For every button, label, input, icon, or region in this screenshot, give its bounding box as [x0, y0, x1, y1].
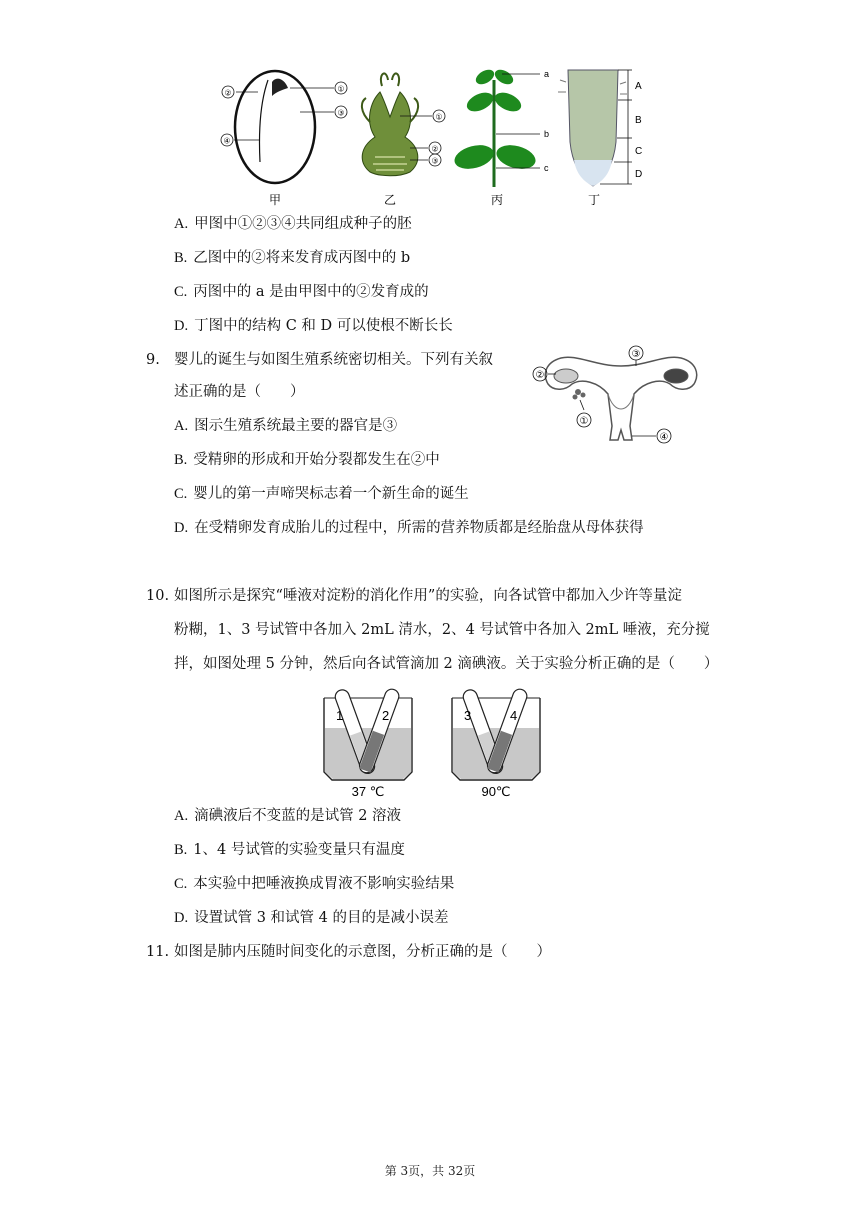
tube-label-2: 2: [382, 708, 390, 723]
option-text: 滴碘液后不变蓝的是试管 2 溶液: [194, 808, 402, 824]
q8-option-c[interactable]: [174, 282, 429, 302]
plant-diagram: [452, 67, 549, 207]
tube-label-1: 1: [336, 708, 344, 723]
option-text: 丁图中的结构 C 和 D 可以使根不断长长: [194, 318, 453, 334]
q9-option-b[interactable]: [174, 450, 440, 470]
q10-stem-line3: 拌，如图处理 5 分钟，然后向各试管滴加 2 滴碘液。关于实验分析正确的是（ ）: [174, 656, 719, 672]
panel-label-bing: 丙: [490, 193, 504, 207]
plant-marker-c: c: [544, 163, 549, 173]
option-text: 1、4 号试管的实验变量只有温度: [193, 842, 405, 858]
panel-label-jia: 甲: [268, 193, 282, 207]
root-marker-b: B: [635, 115, 642, 126]
page-footer: 第 3页，共 32页: [384, 1164, 476, 1178]
q10-option-b[interactable]: [174, 840, 405, 860]
test-tube-figure: [318, 684, 548, 802]
temp-label-37: 37 ℃: [351, 784, 385, 799]
seed-marker-4: ④: [223, 136, 231, 146]
option-letter: B.: [174, 250, 188, 266]
tube-label-3: 3: [464, 708, 472, 723]
q9-stem-line1: 婴儿的诞生与如图生殖系统密切相关。下列有关叙: [174, 352, 493, 368]
q9-option-d[interactable]: [174, 518, 644, 538]
option-letter: A.: [174, 418, 189, 434]
tube-label-4: 4: [510, 708, 518, 723]
seedling-marker-2: ②: [431, 144, 439, 154]
option-letter: B.: [174, 842, 188, 858]
q9-option-a[interactable]: [174, 416, 397, 436]
q8-option-b[interactable]: [174, 248, 410, 268]
q9-option-c[interactable]: [174, 484, 469, 504]
q11-number: 11.: [146, 944, 170, 960]
option-text: 本实验中把唾液换成胃液不影响实验结果: [193, 876, 455, 892]
option-letter: D.: [174, 910, 189, 926]
option-letter: C.: [174, 876, 188, 892]
q10-number: 10.: [146, 588, 170, 604]
option-letter: C.: [174, 284, 188, 300]
q9-stem-line2: 述正确的是（ ）: [174, 384, 305, 400]
option-text: 在受精卵发育成胎儿的过程中，所需的营养物质都是经胎盘从母体获得: [194, 520, 644, 536]
root-tip-diagram: [558, 70, 642, 207]
option-text: 婴儿的第一声啼哭标志着一个新生命的诞生: [193, 486, 469, 502]
repro-marker-1: ①: [579, 416, 589, 427]
option-text: 甲图中①②③④共同组成种子的胚: [194, 216, 412, 232]
seedling-diagram: [362, 73, 445, 207]
repro-marker-3: ③: [631, 349, 641, 360]
q8-option-a[interactable]: [174, 214, 412, 234]
q10-stem-line1: 如图所示是探究“唾液对淀粉的消化作用”的实验，向各试管中都加入少许等量淀: [174, 588, 682, 604]
option-letter: C.: [174, 486, 188, 502]
root-marker-d: D: [635, 169, 643, 180]
q10-option-c[interactable]: [174, 874, 454, 894]
plant-figure: [210, 62, 660, 210]
reproductive-system-figure: [526, 344, 716, 452]
repro-marker-4: ④: [659, 432, 669, 443]
panel-label-ding: 丁: [587, 193, 601, 207]
option-text: 图示生殖系统最主要的器官是③: [194, 418, 398, 434]
q10-option-a[interactable]: [174, 806, 401, 826]
option-text: 受精卵的形成和开始分裂都发生在②中: [193, 452, 440, 468]
seed-diagram: [221, 71, 347, 207]
seed-marker-3: ③: [337, 108, 345, 118]
repro-marker-2: ②: [535, 370, 545, 381]
seed-marker-1: ①: [337, 84, 345, 94]
panel-label-yi: 乙: [383, 193, 397, 207]
temp-label-90: 90℃: [481, 784, 511, 799]
option-letter: D.: [174, 520, 189, 536]
plant-marker-a: a: [544, 69, 550, 79]
seedling-marker-3: ③: [431, 156, 439, 166]
root-marker-c: C: [635, 146, 643, 157]
seed-marker-2: ②: [224, 88, 232, 98]
root-marker-a: A: [635, 81, 642, 92]
option-letter: A.: [174, 216, 189, 232]
option-text: 设置试管 3 和试管 4 的目的是减小误差: [194, 910, 449, 926]
q9-number: 9.: [146, 352, 160, 368]
seedling-marker-1: ①: [435, 112, 443, 122]
option-text: 丙图中的 a 是由甲图中的②发育成的: [193, 284, 429, 300]
q8-option-d[interactable]: [174, 316, 453, 336]
option-letter: B.: [174, 452, 188, 468]
option-text: 乙图中的②将来发育成丙图中的 b: [193, 250, 411, 266]
option-letter: A.: [174, 808, 189, 824]
option-letter: D.: [174, 318, 189, 334]
q10-option-d[interactable]: [174, 908, 449, 928]
q10-stem-line2: 粉糊，1、3 号试管中各加入 2mL 清水，2、4 号试管中各加入 2mL 唾液，充分搅: [174, 622, 710, 638]
plant-marker-b: b: [544, 129, 550, 139]
q11-stem: 如图是肺内压随时间变化的示意图，分析正确的是（ ）: [174, 944, 551, 960]
